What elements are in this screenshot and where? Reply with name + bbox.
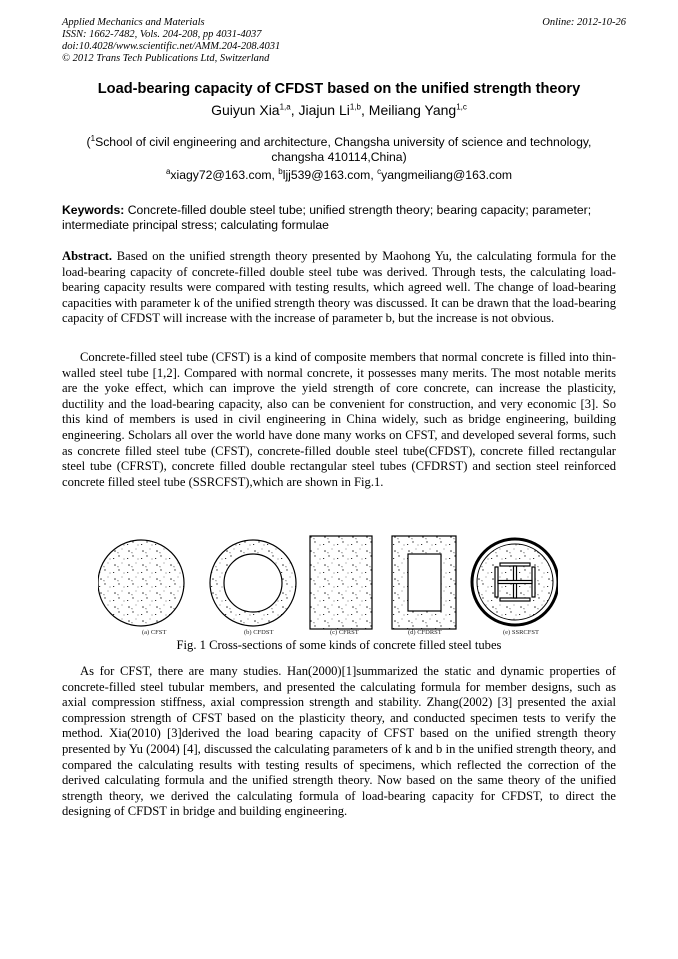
email-link[interactable]: ljj539@163.com: [282, 168, 371, 183]
copyright-line: © 2012 Trans Tech Publications Ltd, Switzerland: [62, 53, 270, 64]
abstract: [62, 249, 616, 327]
email-sup: c: [377, 167, 382, 176]
affiliation-sup: 1: [90, 134, 96, 143]
email-link[interactable]: xiagy72@163.com: [170, 168, 272, 183]
section-e-ssrcfst: [472, 539, 558, 625]
paper-title: Load-bearing capacity of CFDST based on the unified strength theory: [97, 81, 581, 97]
figure-sublabel: (d) CFDRST: [408, 629, 442, 636]
email-list: $^a$xiagy72@163.com, $^b$ljj539@163.com, $^c$yangmeiliang@163.com: [165, 167, 513, 183]
journal-name: Applied Mechanics and Materials: [62, 17, 205, 28]
abstract-text: Based on the unified strength theory presented by Maohong Yu, the calculating formula for the load-bearing capacity of concrete-filled double steel tube was derived. Through tests, the calculating load-bearing capacity results were compared with testing results, which agreed well. The change of load-bearing capacities with parameter k of the unified strength theory was discussed. It can be drawn that the load-bearing capacity of CFDST will increase with the increase of parameter b, but the increase is not obvious.: [62, 249, 616, 326]
author-name: Jiajun Li: [298, 102, 350, 118]
figure-sublabel: (b) CFDST: [244, 629, 274, 636]
figure-sublabel: (a) CFST: [142, 629, 167, 636]
figure-sublabel: (c) CFRST: [330, 629, 359, 636]
email-sup: b: [278, 167, 283, 176]
author-name: Guiyun Xia: [211, 102, 280, 118]
section-a-cfst: [98, 540, 184, 626]
affiliation: [60, 131, 618, 165]
keywords: [62, 203, 618, 233]
author-sup: 1,b: [349, 102, 361, 112]
author-sup: 1,a: [279, 102, 291, 112]
author-sup: 1,c: [456, 102, 467, 112]
section-b-cfdst: [210, 540, 296, 626]
abstract-label: Abstract.: [62, 249, 113, 263]
affiliation-open: (: [86, 135, 91, 150]
figure-caption: Fig. 1 Cross-sections of some kinds of concrete filled steel tubes: [176, 638, 502, 652]
doi-line[interactable]: doi:10.4028/www.scientific.net/AMM.204-208.4031: [62, 41, 281, 52]
email-link[interactable]: yangmeiliang@163.com: [381, 168, 513, 183]
email-sup: a: [165, 167, 171, 176]
affiliation-text: School of civil engineering and architecture, Changsha university of science and technology, changsha 410114,China): [95, 135, 592, 165]
author-list: Guiyun Xia$^{1,a}$, Jiajun Li$^{1,b}$, Meiliang Yang$^{1,c}$: [211, 102, 467, 118]
intro-paragraph: Concrete-filled steel tube (CFST) is a kind of composite members that normal concrete is filled into thin-walled steel tube [1,2]. Compared with normal concrete, it possesses many merits. The most notable merits are the yoke effect, which can improve the yield strength of core concrete, can increase the plasticity, ductility and the load-bearing capacity, also can be convenient for construction, and very economic [3]. So this kind of members is used in civil engineering in China widely, such as bridge engineering, building engineering. Scholars all over the world have done many works on CFST, and developed several forms, such as concrete filled steel tube (CFST), concrete-filled double steel tube(CFDST), concrete filled rectangular steel tube (CFRST), concrete filled double rectangular steel tubes (CFDRST) and section steel reinforced concrete filled steel tube (SSRCFST),which are shown in Fig.1.: [62, 350, 616, 489]
author-name: Meiliang Yang: [368, 102, 457, 118]
issn-line: ISSN: 1662-7482, Vols. 204-208, pp 4031-4037: [62, 29, 262, 40]
cross-section-figure: [98, 533, 558, 643]
section-d-cfdrst: [392, 536, 456, 629]
section-c-cfrst: [310, 536, 372, 629]
figure-sublabel: (e) SSRCFST: [503, 629, 539, 636]
online-date: Online: 2012-10-26: [542, 17, 626, 28]
keywords-label: Keywords:: [62, 203, 125, 217]
background-paragraph: As for CFST, there are many studies. Han(2000)[1]summarized the static and dynamic properties of concrete-filled steel tubular members, and presented the calculating formula for member designs, such as axial compression stiffness, axial compression strength and stability. Zhang(2002) [3] presented the axial compression strength of CFST based on the plasticity theory, and conducted specimen tests to verify the method. Xia(2010) [3]derived the load bearing capacity of CFST based on the unified strength theory presented by Yu (2004) [4], discussed the calculating parameters of k and b in the unified strength theory, and compared the calculating results with testing results of specimens, which reflected the correction of the derived calculating formula and the unified strength theory. Now based on the same theory of the unified strength theory, we derived the calculating formula of load-bearing capacity for CFDST, to direct the designing of CFDST in bridge and building engineering.: [62, 664, 616, 819]
keywords-text: Concrete-filled double steel tube; unified strength theory; bearing capacity; parameter; intermediate principal stress; calculating formulae: [62, 203, 592, 232]
